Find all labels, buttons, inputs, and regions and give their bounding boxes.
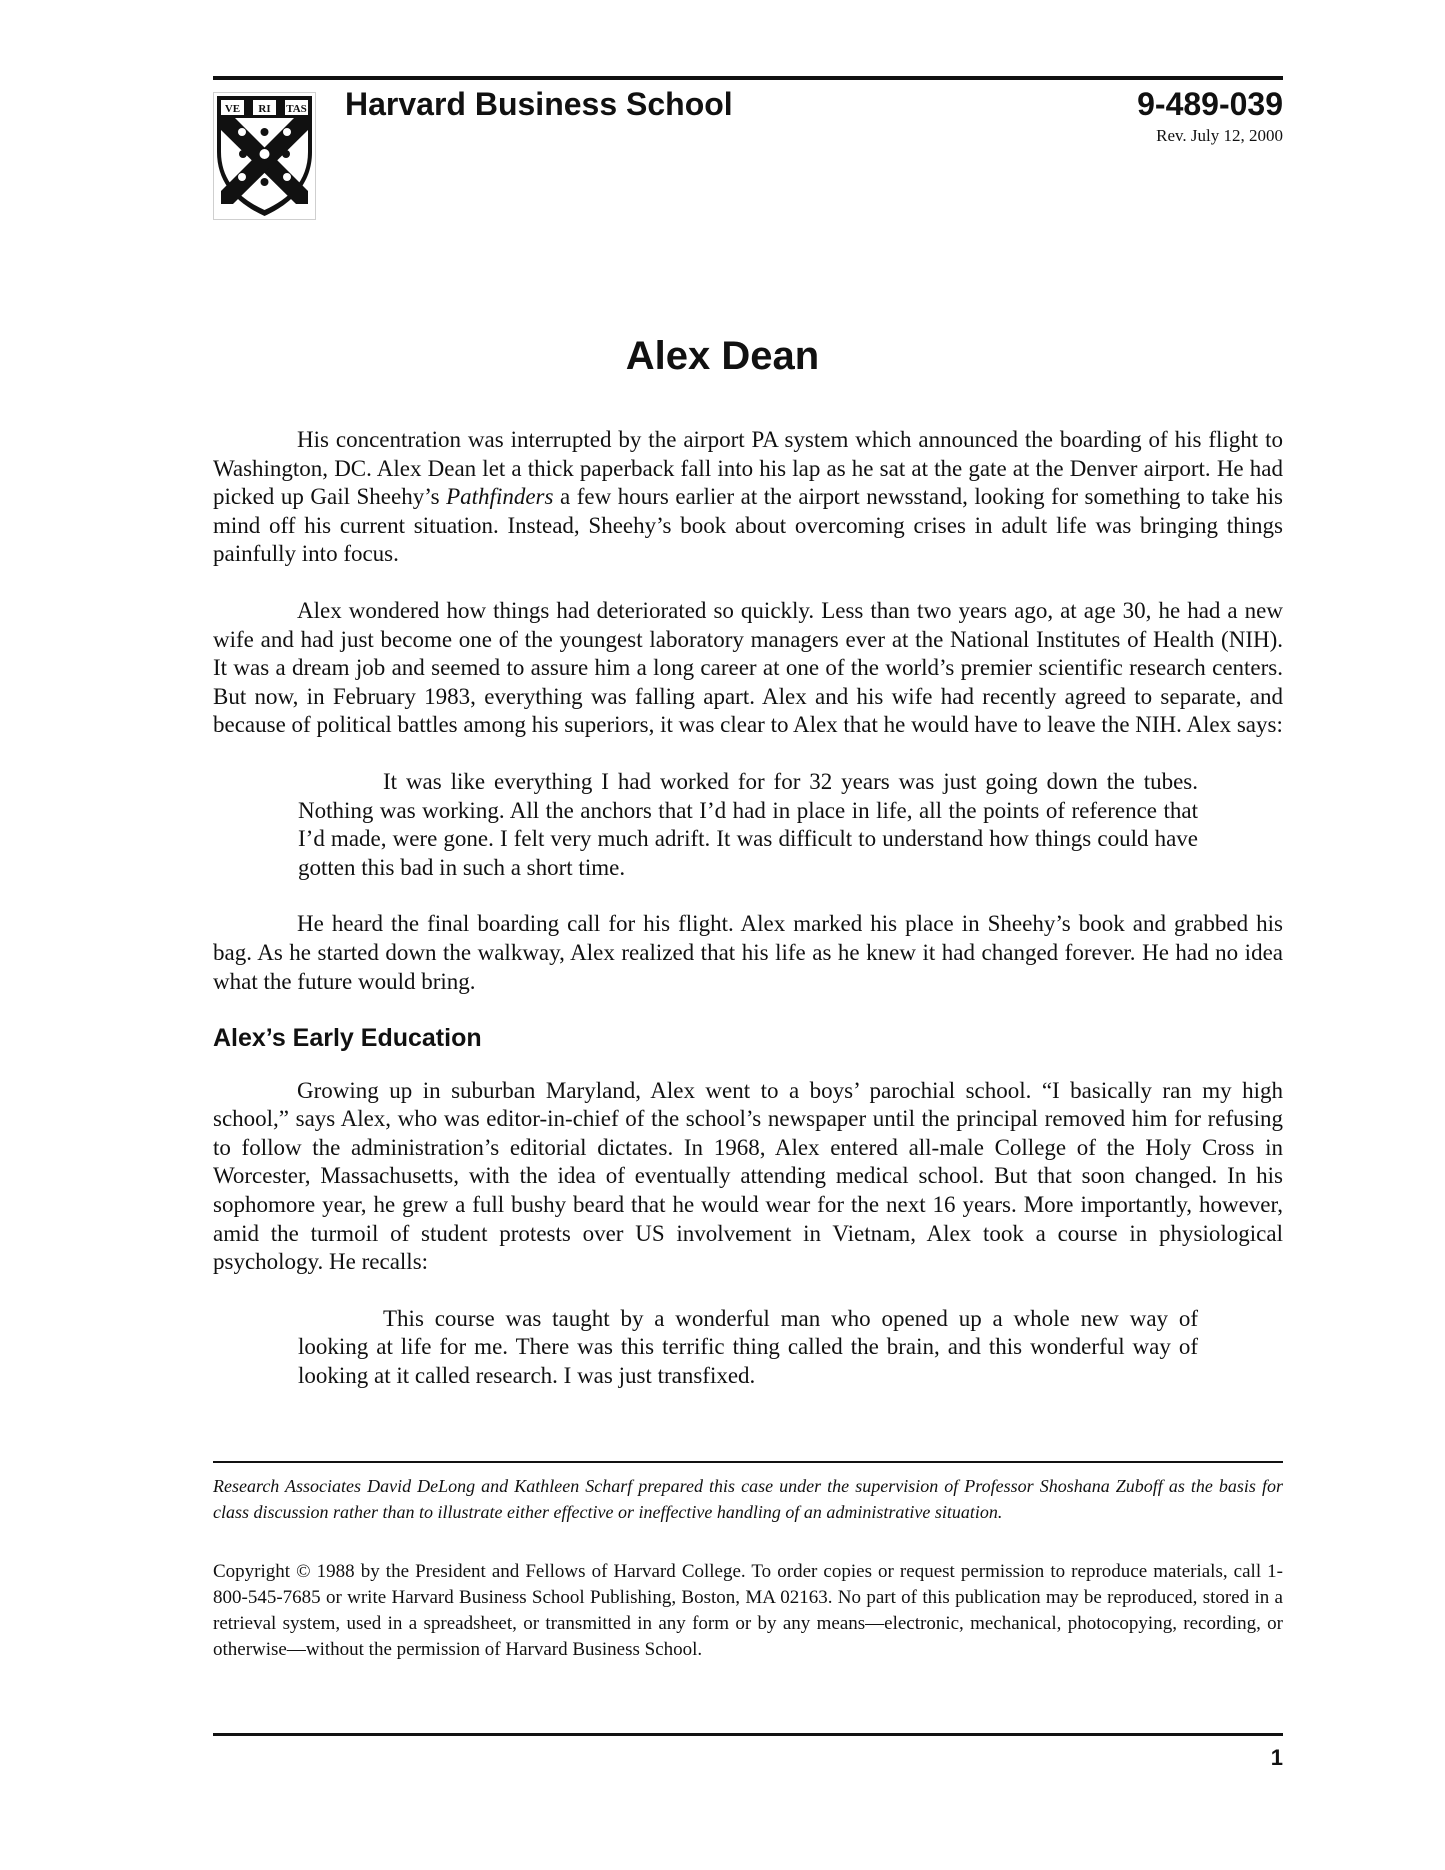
section-heading: Alex’s Early Education <box>213 1024 482 1053</box>
block-quote-1: It was like everything I had worked for for 32 years was just going down the tubes. Nothing was working. All the anchors that I’d had in place in life, all the points of reference that I’d made, were gone. I felt very much adrift. It was difficult to understand how things could have gotten this bad in such a short time. <box>298 768 1198 880</box>
school-name: Harvard Business School <box>345 86 733 122</box>
document-body <box>213 426 1283 1419</box>
shield-banner-ve: VE <box>224 103 241 115</box>
shield-banner-tas: TAS <box>286 103 307 115</box>
copyright-notice: Copyright © 1988 by the President and Fellows of Harvard College. To order copies or request permission to reproduce materials, call 1-800-545-7685 or write Harvard Business School Publishing, Boston, MA 02163. No part of this publication may be reproduced, stored in a retrieval system, used in a spreadsheet, or transmitted in any form or by any means—electronic, mechanical, photocopying, recording, or otherwise—without the permission of Harvard Business School. <box>213 1561 1283 1660</box>
document-title: Alex Dean <box>625 334 820 378</box>
page-number: 1 <box>1270 1745 1283 1770</box>
book-title: Pathfinders <box>446 484 554 510</box>
block-quote-2: This course was taught by a wonderful man who opened up a whole new way of looking at life for me. There was this terrific thing called the brain, and this wonderful way of looking at it called research. I was just transfixed. <box>298 1305 1198 1389</box>
paragraph-2: Alex wondered how things had deteriorated so quickly. Less than two years ago, at age 30, he had a new wife and had just become one of the youngest laboratory managers ever at the National Institutes of Health (NIH). It was a dream job and seemed to assure him a long career at one of the world’s premier scientific research centers. But now, in February 1983, everything was falling apart. Alex and his wife had recently agreed to separate, and because of political battles among his superiors, it was clear to Alex that he would have to leave the NIH. Alex says: <box>213 597 1283 738</box>
shield-banner-ri: RI <box>258 103 271 115</box>
footer-rule <box>213 1733 1283 1736</box>
paragraph-1 <box>213 426 1283 569</box>
footnote: Research Associates David DeLong and Kathleen Scharf prepared this case under the supervision of Professor Shoshana Zuboff as the basis for class discussion rather than to illustrate either effective or ineffective handling of an administrative situation. <box>213 1476 1283 1522</box>
paragraph-3: He heard the final boarding call for his flight. Alex marked his place in Sheehy’s book and grabbed his bag. As he started down the walkway, Alex realized that his life as he knew it had changed forever. He had no idea what the future would bring. <box>213 911 1283 994</box>
paragraph-1-post: a few hours earlier at the airport newsstand, looking for something to take his mind off his current situation. Instead, Sheehy’s book about overcoming crises in adult life was bringing things painfully into focus. <box>213 484 1283 567</box>
harvard-shield-logo <box>213 92 316 220</box>
header-rule <box>213 76 1283 80</box>
case-number: 9-489-039 <box>1137 86 1283 122</box>
paragraph-4: Growing up in suburban Maryland, Alex went to a boys’ parochial school. “I basically ran my high school,” says Alex, who was editor-in-chief of the school’s newspaper until the principal removed him for refusing to follow the administration’s editorial dictates. In 1968, Alex entered all-male College of the Holy Cross in Worcester, Massachusetts, with the idea of eventually attending medical school. But that soon changed. In his sophomore year, he grew a full bushy beard that he would wear for the next 16 years. More importantly, however, amid the turmoil of student protests over US involvement in Vietnam, Alex took a course in physiological psychology. He recalls: <box>213 1077 1283 1275</box>
revision-date: Rev. July 12, 2000 <box>1156 126 1283 145</box>
footnote-rule <box>213 1461 1283 1463</box>
paragraph-1-pre: His concentration was interrupted by the airport PA system which announced the boarding of his flight to Washington, DC. Alex Dean let a thick paperback fall into his lap as he sat at the gate at the Denver airport. He had picked up Gail Sheehy’s <box>213 427 1283 510</box>
